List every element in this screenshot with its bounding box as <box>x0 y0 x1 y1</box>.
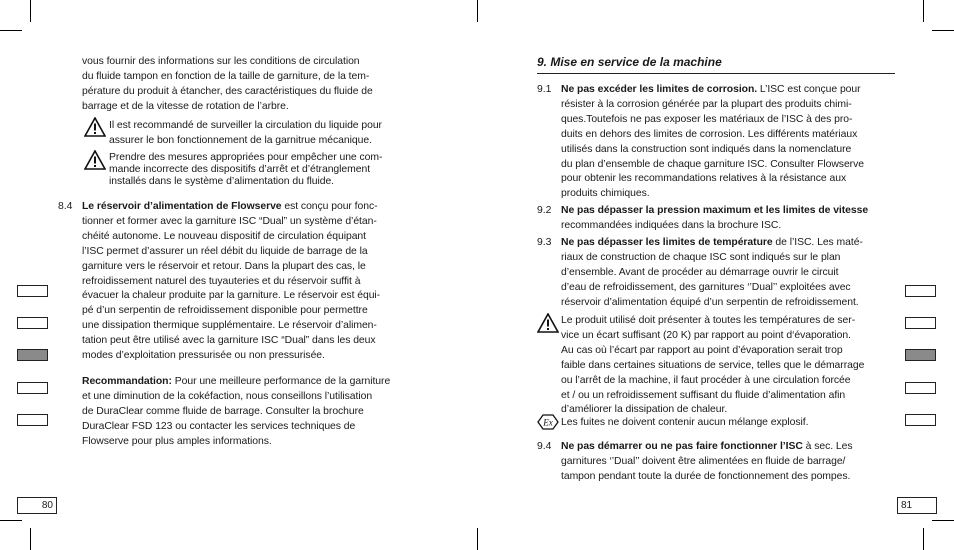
text-line: DuraClear FSD 123 ou contacter les services techniques de <box>82 420 356 432</box>
warning-icon <box>84 117 106 137</box>
text-line: à sec. Les <box>802 441 853 452</box>
text-line: l’ISC permet d’assurer un réel débit du liquide de barrage de la <box>82 245 368 257</box>
crop-mark <box>477 528 478 550</box>
text-line: utilisés dans la construction sont indiqués dans la nomenclature <box>561 143 852 155</box>
crop-mark <box>923 528 924 550</box>
text-line: Prendre des mesures appropriées pour empêcher une com- <box>109 152 383 163</box>
text-line: d’eau de refroidissement, des garnitures ‘’Dual’’ exploitées avec <box>561 281 851 293</box>
text-line: refroidissement naturel des tuyauteries et du réservoir suffit à <box>82 275 361 287</box>
text-line: Pour une meilleure performance de la garniture <box>171 376 391 387</box>
section-lead: Le réservoir d’alimentation de Flowserve <box>82 201 282 212</box>
text-line: du fluide tampon en fonction de la taille de garniture, de la tem- <box>82 70 370 82</box>
text-line: installés dans le système d’alimentation du fluide. <box>109 176 335 187</box>
text-line: évacuer la chaleur produite par la garniture. Le réservoir est équi- <box>82 290 381 302</box>
thumb-tab <box>17 382 48 394</box>
thumb-tab-active <box>905 349 936 361</box>
thumb-tab <box>17 414 48 426</box>
section-lead: Ne pas dépasser les limites de température <box>561 237 773 248</box>
page-number-box-left <box>17 497 57 514</box>
text-line: pé d’un serpentin de refroidissement disponible pour permettre <box>82 305 368 317</box>
text-line: du plan d’ensemble de chaque garniture ISC. Consulter Flowserve <box>561 158 864 170</box>
text-line: de DuraClear comme fluide de barrage. Consulter la brochure <box>82 405 364 417</box>
thumb-tab <box>17 317 48 329</box>
crop-mark <box>30 528 31 550</box>
text-line: chéité autonome. Le nouveau dispositif de circulation équipant <box>82 230 366 242</box>
text-line: pérature du produit à étancher, des caractéristiques du fluide de <box>82 85 373 97</box>
crop-mark <box>0 520 22 521</box>
text-line: barrage et de la vitesse de rotation de l’arbre. <box>82 100 289 112</box>
section-number: 9.1 <box>537 84 552 95</box>
text-line: duits en dehors des limites de corrosion. Les différents matériaux <box>561 128 858 140</box>
text-line: et une diminution de la cokéfaction, nous conseillons l’utilisation <box>82 390 373 402</box>
ex-note <box>561 416 901 431</box>
text-line: résister à la corrosion générée par la plupart des produits chimi- <box>561 98 852 110</box>
section-lead: Ne pas excéder les limites de corrosion. <box>561 84 758 95</box>
text-line: d’ensemble. Avant de procéder au démarrage ouvrir le circuit <box>561 266 839 278</box>
text-line: Les fuites ne doivent contenir aucun mélange explosif. <box>561 417 809 428</box>
text-line: ou l’arrêt de la machine, il faut procéder à une circulation forcée <box>561 374 851 386</box>
thumb-tab <box>905 285 936 297</box>
text-line: vice un écart suffisant (20 K) par rapport au point d‘évaporation. <box>561 329 851 341</box>
thumb-tab <box>905 382 936 394</box>
recommendation-lead: Recommandation: <box>82 376 172 387</box>
text-line: est conçu pour fonc- <box>281 201 378 212</box>
crop-mark <box>477 0 478 22</box>
text-line: d’améliorer la dissipation de chaleur. <box>561 404 728 416</box>
section-lead: Ne pas démarrer ou ne pas faire fonctionner l’ISC <box>561 441 803 452</box>
crop-mark <box>30 0 31 22</box>
text-line: tionner et former avec la garniture ISC “Dual” un système d’étan- <box>82 215 377 227</box>
warning-icon <box>84 150 106 170</box>
section-number: 9.2 <box>537 205 552 216</box>
text-line: ques.Toutefois ne pas exposer les matériaux de l’ISC à des pro- <box>561 113 853 125</box>
text-line: L’ISC est conçue pour <box>757 84 861 95</box>
page-number: 80 <box>41 500 53 511</box>
section-lead: Ne pas dépasser la pression maximum et les limites de vitesse <box>561 205 869 216</box>
text-line: faible dans certaines situations de service, telles que le démarrage <box>561 359 865 371</box>
explosion-protection-icon <box>537 414 559 430</box>
warning-text-2 <box>109 152 421 188</box>
section-heading: 9. Mise en service de la machine <box>537 55 722 69</box>
ex-icon-label: Ex <box>543 417 553 428</box>
text-line: réservoir d’alimentation équipé d’un serpentin de refroidissement. <box>561 296 859 308</box>
text-line: modes d’exploitation pressurisée ou non pressurisée. <box>82 350 325 362</box>
text-line: garnitures ‘’Dual’’ doivent être alimentées en fluide de barrage/ <box>561 455 846 467</box>
text-line: et / ou un refroidissement suffisant du fluide d’alimentation afin <box>561 389 846 401</box>
text-line: Au cas où l’écart par rapport au point d’évaporation serait trop <box>561 344 843 356</box>
section-number: 9.3 <box>537 237 552 248</box>
text-line: assurer le bon fonctionnement de la garnitrue mécanique. <box>109 134 372 146</box>
thumb-tab <box>905 414 936 426</box>
text-line: une dissipation thermique supplémentaire. Le réservoir d’alimen- <box>82 320 377 332</box>
text-line: de l’ISC. Les maté- <box>772 237 863 248</box>
text-line: Flowserve pour plus amples informations. <box>82 435 272 447</box>
text-line: vous fournir des informations sur les conditions de circulation <box>82 56 360 67</box>
intro-paragraph <box>82 55 422 115</box>
text-line: Il est recommandé de surveiller la circulation du liquide pour <box>109 120 382 131</box>
warning-text-1 <box>109 119 421 149</box>
thumb-tab-active <box>17 349 48 361</box>
text-line: pour obtenir les recommandations relatives à la résistance aux <box>561 173 847 185</box>
heading-underline <box>537 73 895 74</box>
warning-text-3 <box>561 314 901 418</box>
section-number: 9.4 <box>537 441 552 452</box>
thumb-tab <box>17 285 48 297</box>
text-line: garniture vers le réservoir et retour. Dans la plupart des cas, le <box>82 260 366 272</box>
text-line: produits chimiques. <box>561 188 650 200</box>
crop-mark <box>932 520 954 521</box>
recommendation-paragraph <box>82 375 422 450</box>
crop-mark <box>932 30 954 31</box>
thumb-tab <box>905 317 936 329</box>
crop-mark <box>923 0 924 22</box>
text-line: tation peut être utilisé avec la garniture ISC “Dual” dans les deux <box>82 335 376 347</box>
page-number-box-right <box>897 497 937 514</box>
text-line: tampon pendant toute la durée de fonctionnement des pompes. <box>561 470 851 482</box>
section-number: 8.4 <box>58 201 73 212</box>
warning-icon <box>537 313 559 333</box>
text-line: Le produit utilisé doit présenter à toutes les températures de ser- <box>561 315 856 326</box>
page-number: 81 <box>901 500 913 511</box>
crop-mark <box>0 30 22 31</box>
text-line: mande incorrecte des dispositifs d’arrêt et d’étranglement <box>109 164 371 175</box>
text-line: recommandées indiquées dans la brochure ISC. <box>561 219 782 231</box>
text-line: riaux de construction de chaque ISC sont indiqués sur le plan <box>561 251 841 263</box>
